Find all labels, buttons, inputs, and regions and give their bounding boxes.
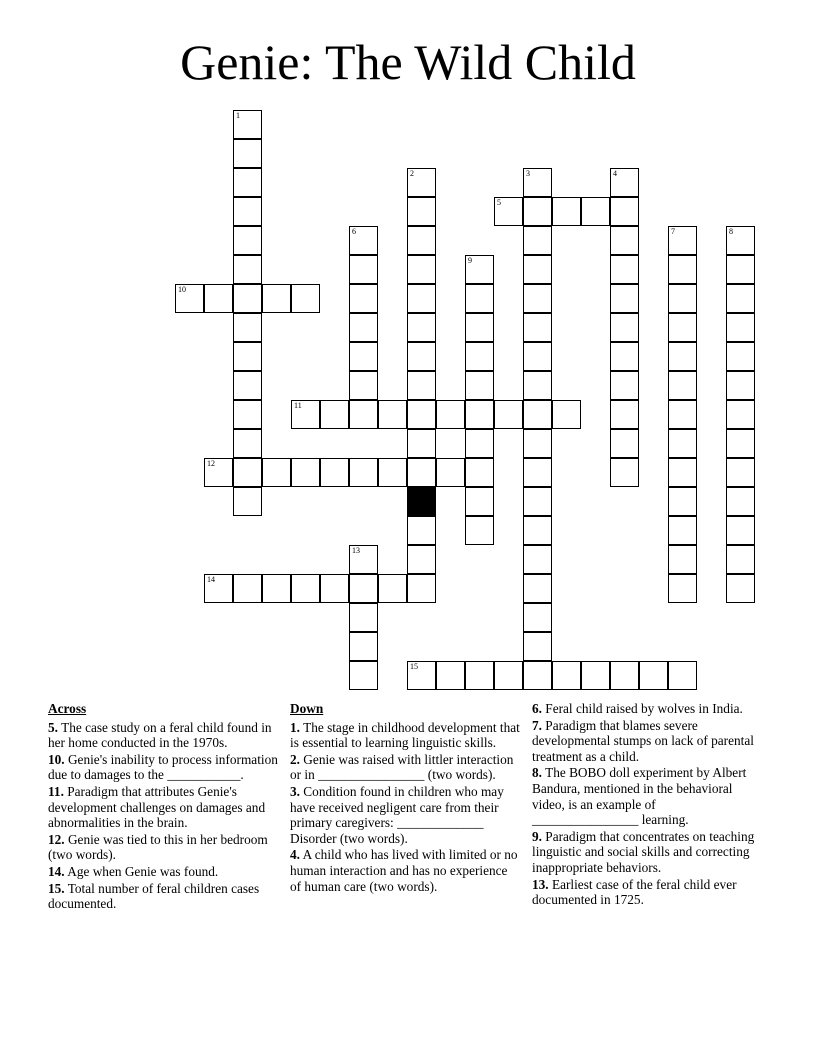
- grid-cell[interactable]: [552, 197, 581, 226]
- cell-number: 3: [526, 169, 530, 178]
- clue-text: Earliest case of the feral child ever documented in 1725.: [532, 876, 737, 908]
- clue-9: [532, 829, 762, 876]
- clue-text: Paradigm that attributes Genie's development challenges on damages and abnormalities in the brain.: [48, 783, 266, 831]
- grid-cell[interactable]: [581, 661, 610, 690]
- grid-cell[interactable]: [523, 603, 552, 632]
- clue-number: 15.: [48, 880, 65, 896]
- clue-number: 4.: [290, 847, 300, 863]
- grid-cell[interactable]: [610, 342, 639, 371]
- down-clues: [290, 701, 520, 895]
- clue-number: 9.: [532, 828, 542, 844]
- clue-4: [290, 847, 520, 894]
- clue-text: Feral child raised by wolves in India.: [541, 701, 743, 716]
- grid-cell[interactable]: [349, 632, 378, 661]
- grid-cell[interactable]: [465, 487, 494, 516]
- across-clues: [48, 701, 278, 913]
- grid-cell[interactable]: [523, 168, 552, 197]
- grid-cell[interactable]: [523, 371, 552, 400]
- clue-text: Paradigm that blames severe developmental stumps on lack of parental treatment as a child.: [532, 717, 754, 764]
- clue-number: 6.: [532, 701, 542, 716]
- grid-cell[interactable]: [726, 516, 755, 545]
- grid-cell[interactable]: [233, 487, 262, 516]
- grid-cell[interactable]: [668, 313, 697, 342]
- cell-number: 12: [207, 459, 215, 468]
- grid-cell[interactable]: [465, 342, 494, 371]
- grid-cell[interactable]: [523, 197, 552, 226]
- clue-text: Genie was tied to this in her bedroom (two words).: [48, 831, 268, 863]
- grid-cell[interactable]: [610, 168, 639, 197]
- grid-cell[interactable]: [436, 400, 465, 429]
- grid-cell[interactable]: [407, 545, 436, 574]
- clue-number: 5.: [48, 719, 58, 735]
- grid-cell[interactable]: [436, 661, 465, 690]
- grid-cell[interactable]: [407, 661, 436, 690]
- down-heading: Down: [290, 701, 324, 716]
- cell-number: 7: [671, 227, 675, 236]
- clue-text: Total number of feral children cases documented.: [48, 880, 260, 912]
- clue-14: [48, 864, 278, 880]
- grid-cell[interactable]: [610, 371, 639, 400]
- cell-number: 5: [497, 198, 501, 207]
- grid-cell[interactable]: [233, 255, 262, 284]
- grid-cell[interactable]: [610, 429, 639, 458]
- grid-cell[interactable]: [349, 284, 378, 313]
- grid-cell[interactable]: [668, 400, 697, 429]
- grid-cell[interactable]: [378, 458, 407, 487]
- grid-cell[interactable]: [610, 458, 639, 487]
- clue-3: [290, 784, 520, 846]
- cell-number: 10: [178, 285, 186, 294]
- cell-number: 11: [294, 401, 302, 410]
- grid-cell[interactable]: [233, 574, 262, 603]
- clue-number: 14.: [48, 863, 65, 879]
- grid-cell[interactable]: [668, 574, 697, 603]
- grid-cell[interactable]: [465, 429, 494, 458]
- clue-text: Age when Genie was found.: [64, 863, 219, 879]
- cell-number: 8: [729, 227, 733, 236]
- grid-cell[interactable]: [262, 574, 291, 603]
- clue-number: 11.: [48, 783, 64, 799]
- clue-number: 12.: [48, 831, 65, 847]
- grid-cell[interactable]: [291, 400, 320, 429]
- grid-cell[interactable]: [407, 342, 436, 371]
- grid-cell[interactable]: [726, 574, 755, 603]
- grid-cell[interactable]: [291, 458, 320, 487]
- grid-cell[interactable]: [610, 661, 639, 690]
- grid-cell[interactable]: [494, 400, 523, 429]
- grid-cell[interactable]: [523, 458, 552, 487]
- grid-cell[interactable]: [668, 516, 697, 545]
- grid-cell[interactable]: [233, 458, 262, 487]
- grid-cell[interactable]: [523, 400, 552, 429]
- cell-number: 9: [468, 256, 472, 265]
- clue-1: [290, 720, 520, 751]
- clue-5: [48, 720, 278, 751]
- clue-2: [290, 752, 520, 783]
- grid-cell[interactable]: [581, 197, 610, 226]
- grid-cell[interactable]: [523, 313, 552, 342]
- grid-cell[interactable]: [262, 284, 291, 313]
- grid-cell[interactable]: [233, 342, 262, 371]
- grid-cell[interactable]: [407, 284, 436, 313]
- grid-cell[interactable]: [407, 226, 436, 255]
- grid-cell[interactable]: [407, 255, 436, 284]
- grid-cell[interactable]: [726, 226, 755, 255]
- clue-number: 7.: [532, 717, 542, 733]
- grid-cell[interactable]: [407, 168, 436, 197]
- grid-cell[interactable]: [726, 400, 755, 429]
- cell-number: 15: [410, 662, 418, 671]
- grid-cell[interactable]: [494, 661, 523, 690]
- grid-cell[interactable]: [233, 168, 262, 197]
- grid-cell[interactable]: [204, 284, 233, 313]
- grid-cell[interactable]: [407, 197, 436, 226]
- clue-text: The BOBO doll experiment by Albert Bandura, mentioned in the behavioral video, is an example of ________________ learning.: [532, 765, 747, 828]
- grid-cell[interactable]: [726, 487, 755, 516]
- grid-cell[interactable]: [349, 226, 378, 255]
- cell-number: 13: [352, 546, 360, 555]
- grid-cell[interactable]: [552, 661, 581, 690]
- grid-cell[interactable]: [726, 371, 755, 400]
- grid-cell[interactable]: [436, 458, 465, 487]
- grid-cell[interactable]: [726, 313, 755, 342]
- grid-cell[interactable]: [407, 516, 436, 545]
- clue-number: 13.: [532, 876, 549, 892]
- grid-cell[interactable]: [610, 226, 639, 255]
- grid-cell[interactable]: [291, 284, 320, 313]
- grid-cell[interactable]: [262, 458, 291, 487]
- grid-cell[interactable]: [523, 632, 552, 661]
- grid-cell[interactable]: [610, 284, 639, 313]
- clue-number: 1.: [290, 719, 300, 735]
- grid-cell[interactable]: [407, 429, 436, 458]
- black-square: [407, 487, 436, 516]
- clue-13: [532, 877, 762, 908]
- grid-cell[interactable]: [668, 458, 697, 487]
- grid-cell[interactable]: [726, 284, 755, 313]
- clue-text: Genie's inability to process information due to damages to the ___________.: [48, 751, 278, 783]
- grid-cell[interactable]: [523, 487, 552, 516]
- grid-cell[interactable]: [668, 487, 697, 516]
- grid-cell[interactable]: [668, 429, 697, 458]
- grid-cell[interactable]: [233, 371, 262, 400]
- grid-cell[interactable]: [668, 226, 697, 255]
- grid-cell[interactable]: [233, 429, 262, 458]
- grid-cell[interactable]: [378, 400, 407, 429]
- grid-cell[interactable]: [233, 139, 262, 168]
- clue-text: A child who has lived with limited or no human interaction and has no experience of human care (two words).: [290, 847, 518, 894]
- grid-cell[interactable]: [523, 255, 552, 284]
- grid-cell[interactable]: [610, 255, 639, 284]
- grid-cell[interactable]: [407, 574, 436, 603]
- grid-cell[interactable]: [349, 603, 378, 632]
- puzzle-title: Genie: The Wild Child: [180, 34, 636, 90]
- grid-cell[interactable]: [233, 226, 262, 255]
- grid-cell[interactable]: [523, 284, 552, 313]
- grid-cell[interactable]: [233, 313, 262, 342]
- grid-cell[interactable]: [523, 342, 552, 371]
- grid-cell[interactable]: [523, 661, 552, 690]
- grid-cell[interactable]: [233, 400, 262, 429]
- down-clues-continued: [532, 701, 762, 909]
- clue-number: 3.: [290, 783, 300, 799]
- cell-number: 14: [207, 575, 215, 584]
- grid-cell[interactable]: [407, 371, 436, 400]
- cell-number: 1: [236, 111, 240, 120]
- grid-cell[interactable]: [320, 458, 349, 487]
- grid-cell[interactable]: [349, 458, 378, 487]
- grid-cell[interactable]: [610, 400, 639, 429]
- grid-cell[interactable]: [668, 661, 697, 690]
- clue-6: [532, 701, 762, 717]
- grid-cell[interactable]: [610, 197, 639, 226]
- grid-cell[interactable]: [552, 400, 581, 429]
- grid-cell[interactable]: [320, 574, 349, 603]
- clue-15: [48, 881, 278, 912]
- clue-8: [532, 765, 762, 827]
- grid-cell[interactable]: [349, 574, 378, 603]
- grid-cell[interactable]: [726, 545, 755, 574]
- grid-cell[interactable]: [726, 342, 755, 371]
- clue-text: Condition found in children who may have received negligent care from their primary caregivers: _____________ Disorder (two words).: [290, 783, 504, 846]
- grid-cell[interactable]: [523, 574, 552, 603]
- grid-cell[interactable]: [523, 226, 552, 255]
- grid-cell[interactable]: [233, 110, 262, 139]
- cell-number: 6: [352, 227, 356, 236]
- grid-cell[interactable]: [233, 284, 262, 313]
- grid-cell[interactable]: [349, 661, 378, 690]
- grid-cell[interactable]: [726, 255, 755, 284]
- grid-cell[interactable]: [349, 545, 378, 574]
- clue-number: 8.: [532, 765, 542, 781]
- grid-cell[interactable]: [349, 371, 378, 400]
- grid-cell[interactable]: [407, 400, 436, 429]
- grid-cell[interactable]: [407, 458, 436, 487]
- grid-cell[interactable]: [291, 574, 320, 603]
- clue-text: The case study on a feral child found in her home conducted in the 1970s.: [48, 719, 272, 751]
- clue-10: [48, 752, 278, 783]
- grid-cell[interactable]: [407, 313, 436, 342]
- grid-cell[interactable]: [726, 429, 755, 458]
- grid-cell[interactable]: [465, 371, 494, 400]
- grid-cell[interactable]: [668, 255, 697, 284]
- grid-cell[interactable]: [233, 197, 262, 226]
- clue-text: Genie was raised with littler interaction or in ________________ (two words).: [290, 751, 514, 783]
- grid-cell[interactable]: [668, 545, 697, 574]
- grid-cell[interactable]: [349, 342, 378, 371]
- clue-12: [48, 832, 278, 863]
- grid-cell[interactable]: [465, 313, 494, 342]
- grid-cell[interactable]: [523, 545, 552, 574]
- clue-7: [532, 718, 762, 765]
- grid-cell[interactable]: [610, 313, 639, 342]
- grid-cell[interactable]: [349, 313, 378, 342]
- clue-text: Paradigm that concentrates on teaching linguistic and social skills and correcting inappropriate behaviors.: [532, 828, 755, 875]
- grid-cell[interactable]: [204, 574, 233, 603]
- grid-cell[interactable]: [523, 429, 552, 458]
- grid-cell[interactable]: [465, 661, 494, 690]
- cell-number: 4: [613, 169, 617, 178]
- clue-number: 2.: [290, 751, 300, 767]
- grid-cell[interactable]: [204, 458, 233, 487]
- grid-cell[interactable]: [349, 255, 378, 284]
- clue-text: The stage in childhood development that is essential to learning linguistic skills.: [290, 719, 520, 751]
- grid-cell[interactable]: [465, 255, 494, 284]
- grid-cell[interactable]: [639, 661, 668, 690]
- grid-cell[interactable]: [494, 197, 523, 226]
- grid-cell[interactable]: [726, 458, 755, 487]
- grid-cell[interactable]: [349, 400, 378, 429]
- grid-cell[interactable]: [175, 284, 204, 313]
- across-heading: Across: [48, 701, 87, 716]
- grid-cell[interactable]: [378, 574, 407, 603]
- cell-number: 2: [410, 169, 414, 178]
- grid-cell[interactable]: [523, 516, 552, 545]
- grid-cell[interactable]: [465, 284, 494, 313]
- grid-cell[interactable]: [465, 400, 494, 429]
- grid-cell[interactable]: [668, 284, 697, 313]
- grid-cell[interactable]: [668, 371, 697, 400]
- grid-cell[interactable]: [668, 342, 697, 371]
- grid-cell[interactable]: [320, 400, 349, 429]
- clue-number: 10.: [48, 751, 65, 767]
- grid-cell[interactable]: [465, 458, 494, 487]
- clue-11: [48, 784, 278, 831]
- grid-cell[interactable]: [465, 516, 494, 545]
